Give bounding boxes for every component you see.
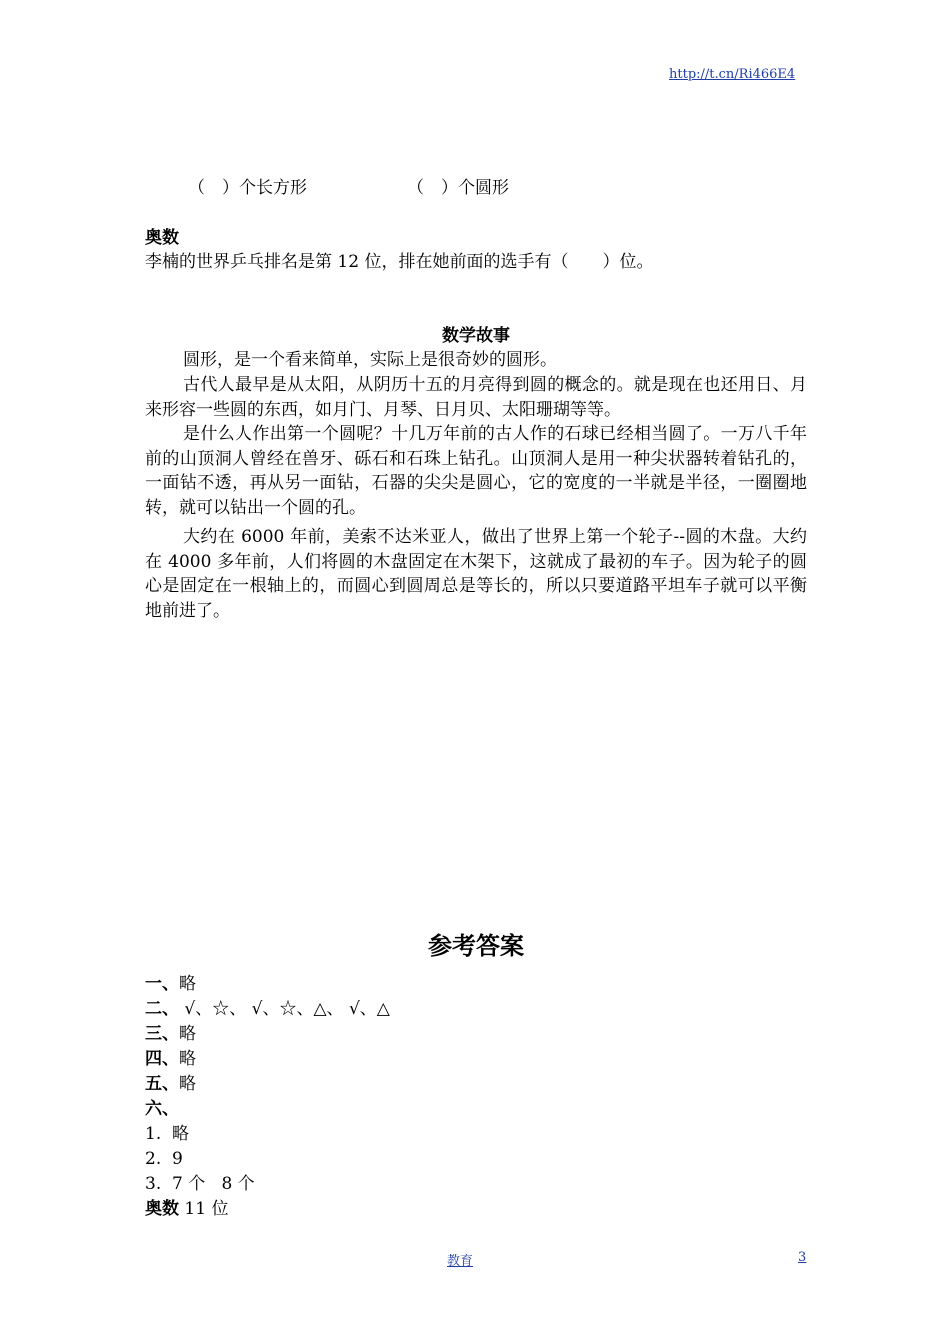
circle-count-blank: （ ）个圆形 xyxy=(407,178,509,198)
answer-item-1: 1. 略 xyxy=(145,1124,190,1144)
answer-value: √、☆、 √、☆、△、 √、△ xyxy=(179,999,390,1019)
answer-label: 五、 xyxy=(145,1074,179,1094)
story-title: 数学故事 xyxy=(442,326,510,346)
answer-item-2: 2. 9 xyxy=(145,1149,183,1169)
story-paragraph-3: 是什么人作出第一个圆呢？十几万年前的古人作的石球已经相当圆了。一万八千年前的山顶洞人曾经在兽牙、砾石和石珠上钻孔。山顶洞人是用一种尖状器转着钻孔的，一面钻不透，再从另一面钻，石器的尖尖是圆心，它的宽度的一半就是半径，一圈圈地转，就可以钻出一个圆的孔。 xyxy=(145,424,807,518)
story-paragraph-4: 大约在 6000 年前，美索不达米亚人，做出了世界上第一个轮子--圆的木盘。大约在 4000 多年前，人们将圆的木盘固定在木架下，这就成了最初的车子。因为轮子的圆心是固定在一根轴上的，而圆心到圆周总是等长的，所以只要道路平坦车子就可以平衡地前进了。 xyxy=(145,527,807,621)
page-number[interactable]: 3 xyxy=(798,1250,807,1265)
story-paragraph-1: 圆形，是一个看来简单，实际上是很奇妙的圆形。 xyxy=(183,350,557,370)
answer-item-3: 3. 7 个 8 个 xyxy=(145,1174,255,1194)
answer-value: 略 xyxy=(179,1074,196,1094)
olympiad-question: 李楠的世界乒乓排名是第 12 位，排在她前面的选手有（ ）位。 xyxy=(145,252,654,272)
answer-section-6: 六、 xyxy=(145,1099,179,1119)
answer-value: 11 位 xyxy=(179,1199,229,1219)
answer-section-1 xyxy=(145,972,196,997)
header-link[interactable]: http://t.cn/Ri466E4 xyxy=(669,67,796,82)
answers-title: 参考答案 xyxy=(428,932,524,960)
rectangle-count-blank: （ ）个长方形 xyxy=(188,178,307,198)
answer-olympiad xyxy=(145,1197,228,1222)
answer-value: 略 xyxy=(179,974,196,994)
answer-label: 二、 xyxy=(145,999,179,1019)
answer-label: 一、 xyxy=(145,974,179,994)
answer-label: 三、 xyxy=(145,1024,179,1044)
answer-label: 四、 xyxy=(145,1049,179,1069)
story-paragraph-2: 古代人最早是从太阳，从阴历十五的月亮得到圆的概念的。就是现在也还用日、月来形容一些圆的东西，如月门、月琴、日月贝、太阳珊瑚等等。 xyxy=(145,375,807,420)
answer-value: 略 xyxy=(179,1024,196,1044)
olympiad-title: 奥数 xyxy=(145,228,179,248)
answer-value: 略 xyxy=(179,1049,196,1069)
answer-label: 奥数 xyxy=(145,1199,179,1219)
answer-section-2 xyxy=(145,997,390,1022)
answer-section-3 xyxy=(145,1022,196,1047)
answer-section-4 xyxy=(145,1047,196,1072)
footer-link[interactable]: 教育 xyxy=(447,1254,474,1269)
answer-section-5 xyxy=(145,1072,196,1097)
